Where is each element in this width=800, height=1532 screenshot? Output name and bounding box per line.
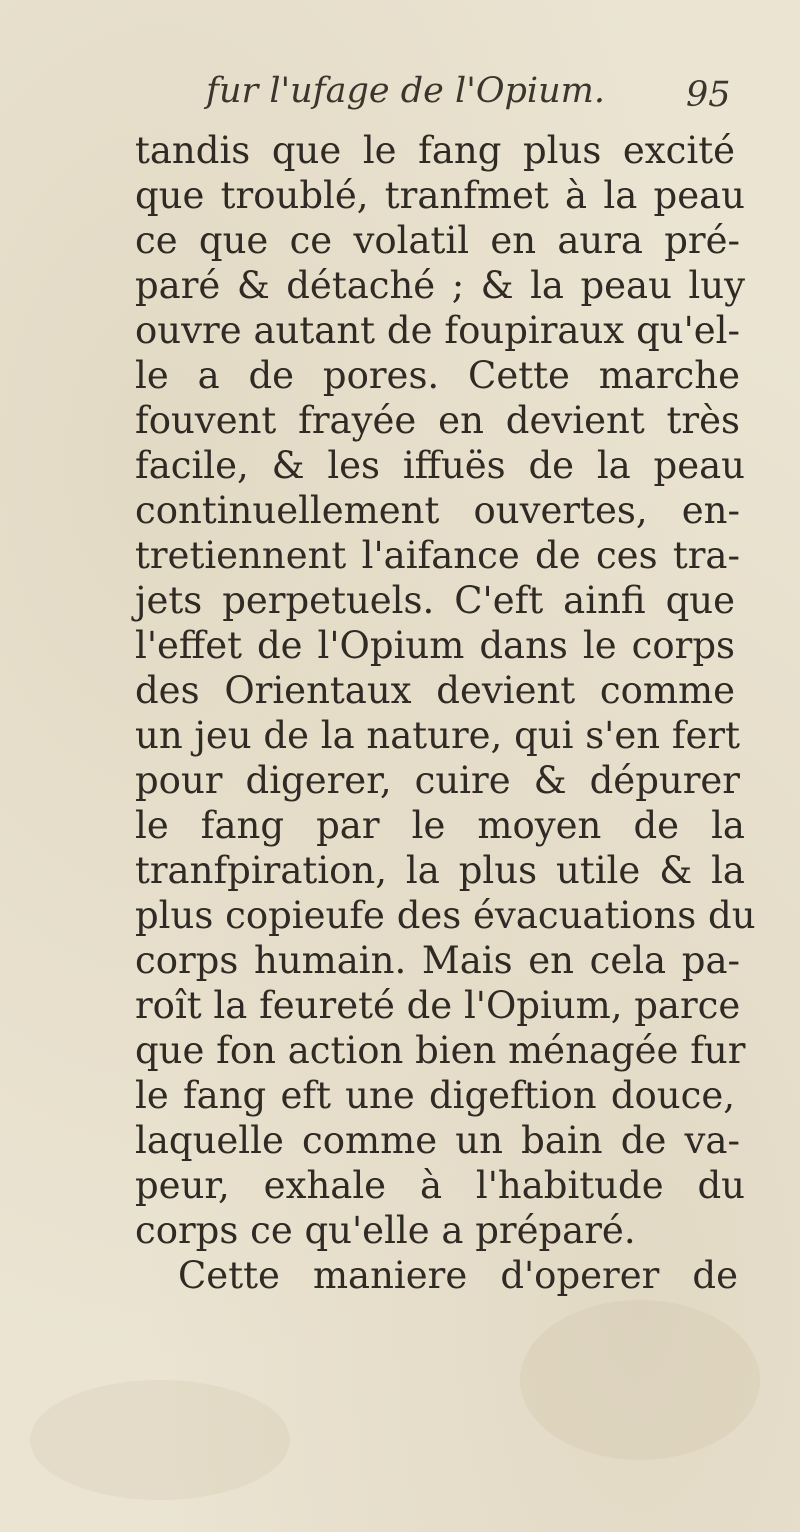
text-line: pour digerer, cuire & dépurer <box>135 759 740 802</box>
text-line: le fang par le moyen de la <box>135 804 745 847</box>
body-text <box>0 126 800 1326</box>
text-line: que troublé, tranfmet à la peau <box>135 174 745 217</box>
text-line: tretiennent l'aifance de ces tra- <box>135 534 740 577</box>
text-line: Cette maniere d'operer de <box>178 1254 738 1297</box>
paper-stain <box>30 1380 290 1500</box>
text-line: continuellement ouvertes, en- <box>135 489 740 532</box>
page-number: 95 <box>686 75 731 115</box>
text-line: corps ce qu'elle a préparé. <box>135 1209 636 1252</box>
text-line: facile, & les iffuës de la peau <box>135 444 745 487</box>
text-line: jets perpetuels. C'eft ainfi que <box>135 579 735 622</box>
text-line: laquelle comme un bain de va- <box>135 1119 740 1162</box>
text-line: le fang eft une digeftion douce, <box>135 1074 735 1117</box>
text-line: tranfpiration, la plus utile & la <box>135 849 745 892</box>
text-line: des Orientaux devient comme <box>135 669 735 712</box>
running-head: fur l'ufage de l'Opium. <box>206 71 605 111</box>
text-line: le a de pores. Cette marche <box>135 354 740 397</box>
text-line: roît la feureté de l'Opium, parce <box>135 984 741 1027</box>
text-line: tandis que le fang plus excité <box>135 129 735 172</box>
text-line: fouvent frayée en devient très <box>135 399 740 442</box>
text-line: ce que ce volatil en aura pré- <box>135 219 740 262</box>
text-line: l'effet de l'Opium dans le corps <box>135 624 735 667</box>
text-line: que fon action bien ménagée fur <box>135 1029 746 1072</box>
text-line: un jeu de la nature, qui s'en fert <box>135 714 740 757</box>
text-line: paré & détaché ; & la peau luy <box>135 264 745 307</box>
text-line: plus copieufe des évacuations du <box>135 894 756 937</box>
text-line: ouvre autant de foupiraux qu'el- <box>135 309 740 352</box>
text-line: peur, exhale à l'habitude du <box>135 1164 745 1207</box>
text-line: corps humain. Mais en cela pa- <box>135 939 740 982</box>
